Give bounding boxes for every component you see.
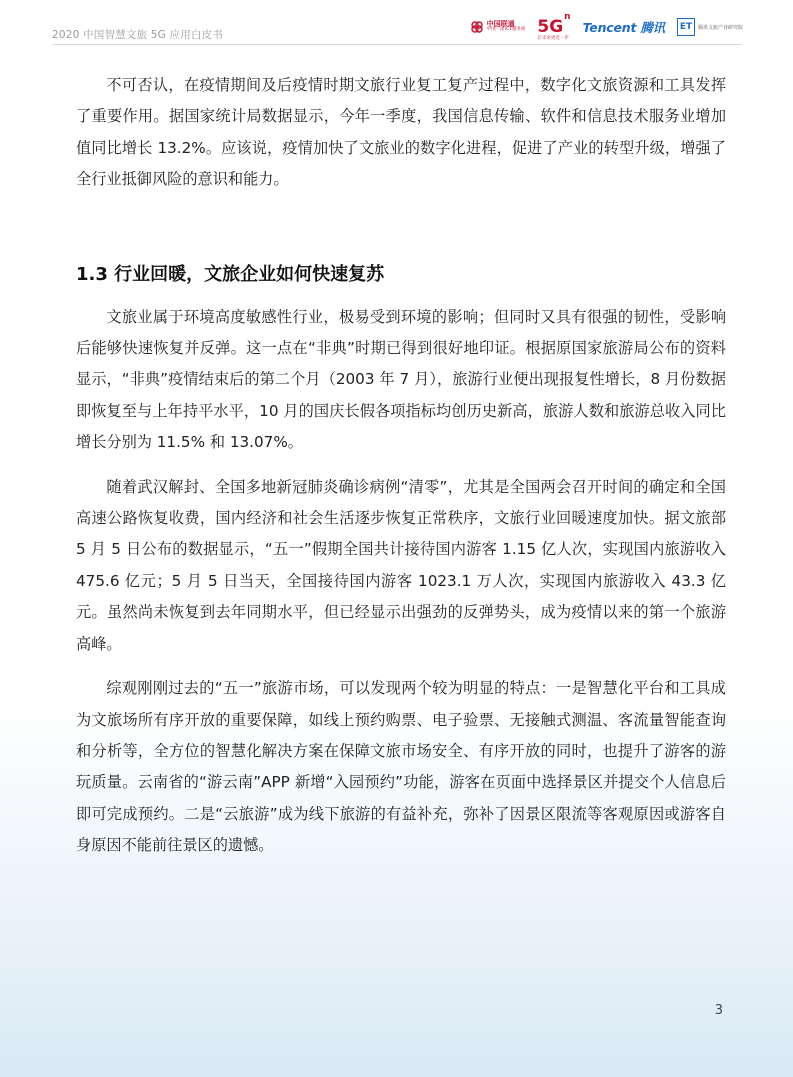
unicom-name: 中国联通 bbox=[486, 19, 515, 28]
eti-logo bbox=[677, 18, 743, 36]
paragraph: 随着武汉解封、全国多地新冠肺炎确诊病例“清零”，尤其是全国两会召开时间的确定和全国高速公路恢复收费，国内经济和社会生活逐步恢复正常秩序，文旅行业回暖速度加快。据文旅部 5 月 5 日公布的数据显示，“五一”假期全国共计接待国内游客 1.15 亿人次，实现国内旅游收入 475.6 亿元；5 月 5 日当天，全国接待国内游客 1023.1 万人次，实现国内旅游收入 43.3 亿元。虽然尚未恢复到去年同期水平，但已经显示出强劲的反弹势头，成为疫情以来的第一个旅游高峰。 bbox=[76, 477, 726, 653]
intro-paragraph: 不可否认，在疫情期间及后疫情时期文旅行业复工复产过程中，数字化文旅资源和工具发挥了重要作用。据国家统计局数据显示，今年一季度，我国信息传输、软件和信息技术服务业增加值同比增长 13.2%。应该说，疫情加快了文旅业的数字化进程，促进了产业的转型升级，增强了全行业抵御风险的意识和能力。 bbox=[76, 76, 726, 189]
eti-mark: ET bbox=[677, 18, 695, 36]
header-divider bbox=[52, 44, 742, 45]
paragraph: 文旅业属于环境高度敏感性行业，极易受到环境的影响；但同时又具有很强的韧性，受影响后能够快速恢复并反弹。这一点在“非典”时期已得到很好地印证。根据原国家旅游局公布的资料显示，“非典”疫情结束后的第二个月（2003 年 7 月），旅游行业便出现报复性增长，8 月份数据即恢复至与上年持平水平，10 月的国庆长假各项指标均创历史新高，旅游人数和旅游总收入同比增长分别为 11.5% 和 13.07%。 bbox=[76, 307, 726, 452]
main-content bbox=[76, 70, 726, 862]
unicom-slogan: 中国一流ICT服务商 bbox=[486, 27, 526, 33]
eti-name: 腾讯文旅产业研究院 bbox=[697, 24, 743, 31]
5g-mark: 5G bbox=[537, 16, 564, 37]
paragraph: 综观刚刚过去的“五一”旅游市场，可以发现两个较为明显的特点：一是智慧化平台和工具成为文旅场所有序开放的重要保障，如线上预约购票、电子验票、无接触式测温、客流量智能查询和分析等，全方位的智慧化解决方案在保障文旅市场安全、有序开放的同时，也提升了游客的游玩质量。云南省的“游云南”APP 新增“入园预约”功能，游客在页面中选择景区并提交个人信息后即可完成预约。二是“云旅游”成为线下旅游的有益补充，弥补了因景区限流等客观原因或游客自身原因不能前往景区的遗憾。 bbox=[76, 679, 726, 855]
5g-sup: n bbox=[564, 11, 571, 22]
document-title: 2020 中国智慧文旅 5G 应用白皮书 bbox=[52, 29, 224, 41]
5g-logo bbox=[537, 11, 571, 41]
unicom-knot-icon bbox=[470, 20, 484, 34]
page-number: 3 bbox=[714, 1003, 723, 1018]
logo-bar bbox=[470, 11, 743, 41]
tencent-logo: Tencent 腾讯 bbox=[582, 20, 665, 35]
page-header bbox=[0, 0, 793, 48]
section-title: 1.3 行业回暖，文旅企业如何快速复苏 bbox=[76, 263, 385, 285]
china-unicom-logo bbox=[470, 20, 526, 34]
5g-slogan: 让未来更近一步 bbox=[537, 35, 569, 41]
